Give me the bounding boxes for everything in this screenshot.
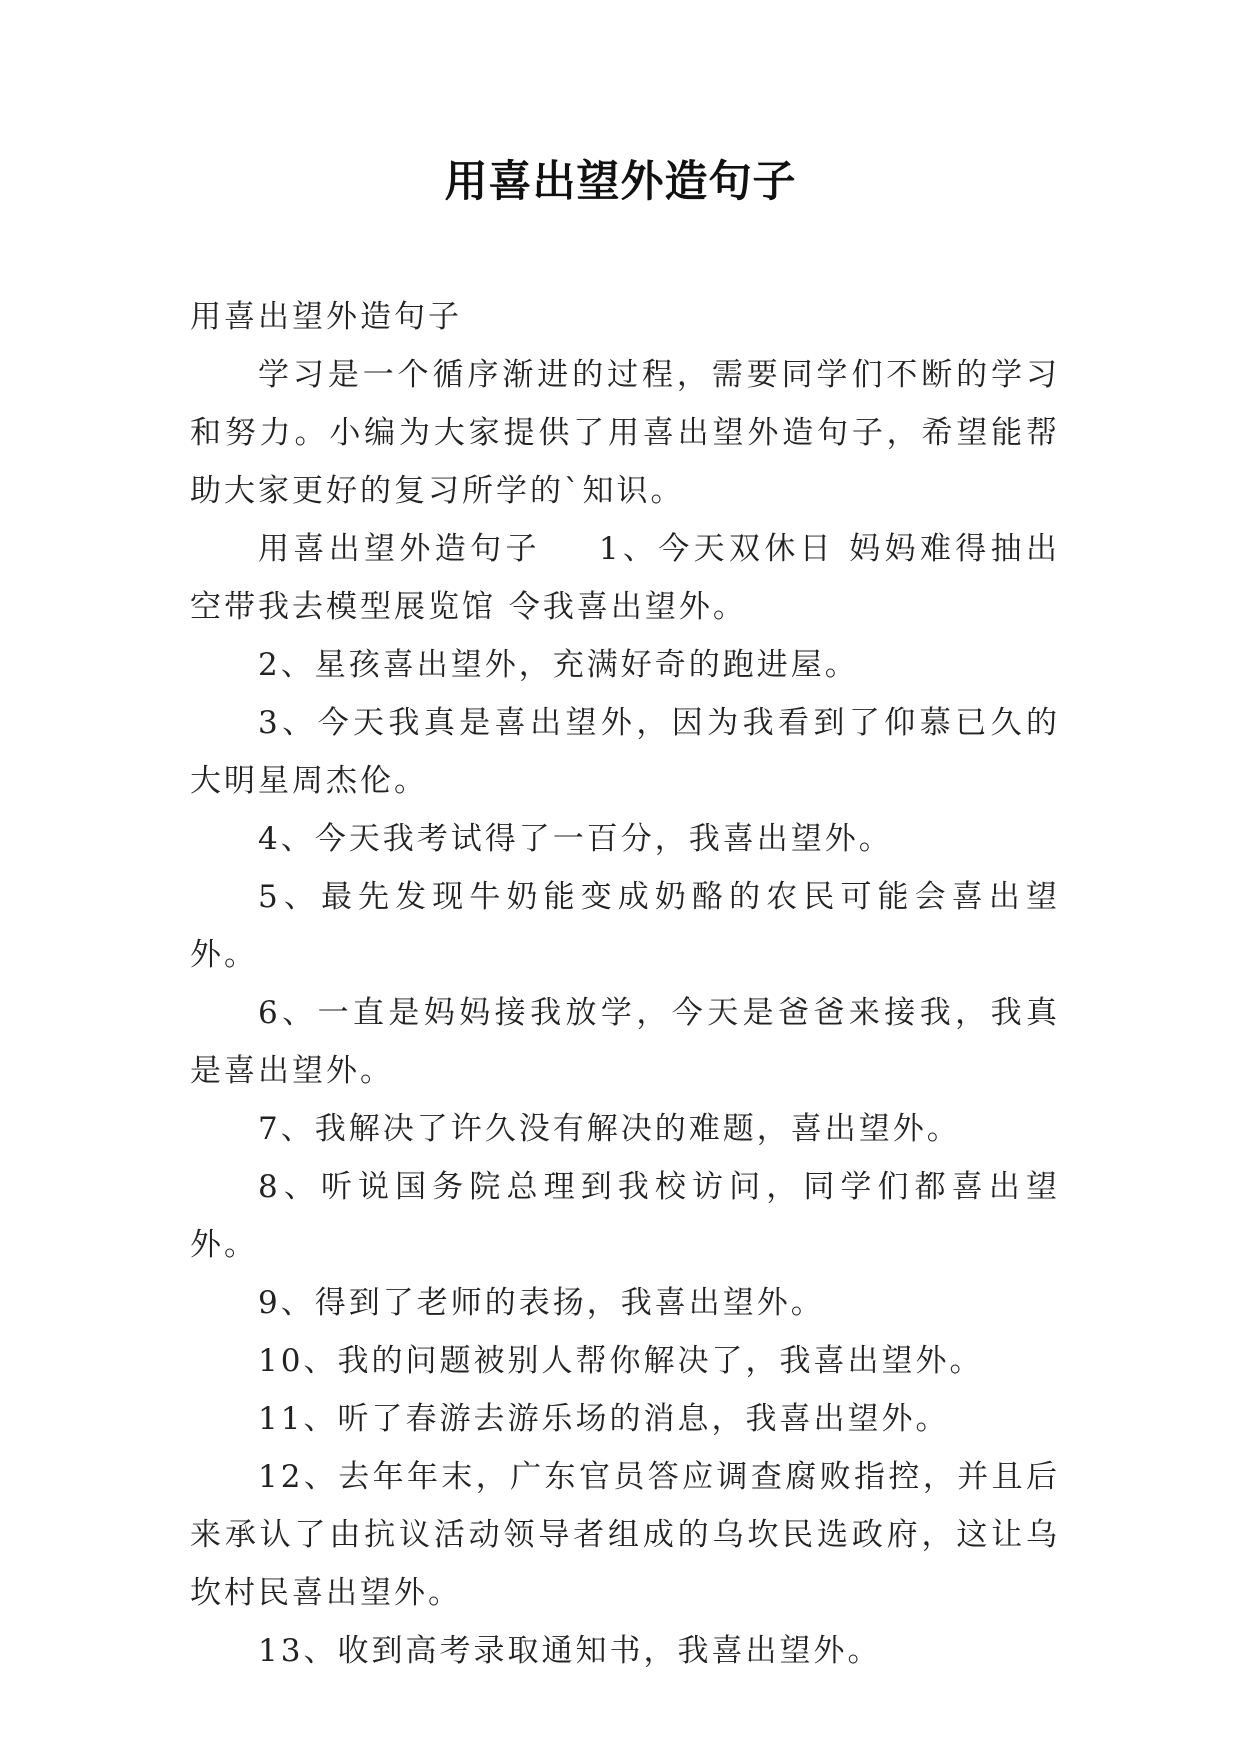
sentence-10: 10、我的问题被别人帮你解决了，我喜出望外。 (258, 1343, 984, 1379)
sentence-12: 12、去年年末，广东官员答应调查腐败指控，并且后来承认了由抗议活动领导者组成的乌坎民选政府，这让乌坎村民喜出望外。 (190, 1459, 1060, 1611)
sentence-9: 9、得到了老师的表扬，我喜出望外。 (258, 1285, 825, 1321)
sentence-13: 13、收到高考录取通知书，我喜出望外。 (258, 1633, 882, 1669)
sentence-3: 3、今天我真是喜出望外，因为我看到了仰慕已久的大明星周杰伦。 (190, 705, 1060, 799)
sentence-6: 6、一直是妈妈接我放学，今天是爸爸来接我，我真是喜出望外。 (190, 995, 1060, 1089)
sentence-8: 8、听说国务院总理到我校访问，同学们都喜出望外。 (190, 1169, 1060, 1263)
section-heading: 用喜出望外造句子 (258, 531, 541, 567)
first-sentence-paragraph (190, 520, 1060, 636)
sentence-7: 7、我解决了许久没有解决的难题，喜出望外。 (258, 1111, 961, 1147)
sentence-4: 4、今天我考试得了一百分，我喜出望外。 (258, 821, 893, 857)
sentence-5: 5、最先发现牛奶能变成奶酪的农民可能会喜出望外。 (190, 879, 1060, 973)
intro-paragraph: 学习是一个循序渐进的过程，需要同学们不断的学习和努力。小编为大家提供了用喜出望外造句子，希望能帮助大家更好的复习所学的`知识。 (190, 357, 1060, 509)
sentence-2: 2、星孩喜出望外，充满好奇的跑进屋。 (258, 647, 859, 683)
document-body (190, 288, 1060, 1680)
document-title: 用喜出望外造句子 (444, 157, 797, 207)
sentence-1: 1、今天双休日 妈妈难得抽出空带我去模型展览馆 令我喜出望外。 (190, 531, 1060, 625)
subtitle-paragraph: 用喜出望外造句子 (190, 299, 462, 335)
sentence-11: 11、听了春游去游乐场的消息，我喜出望外。 (258, 1401, 950, 1437)
